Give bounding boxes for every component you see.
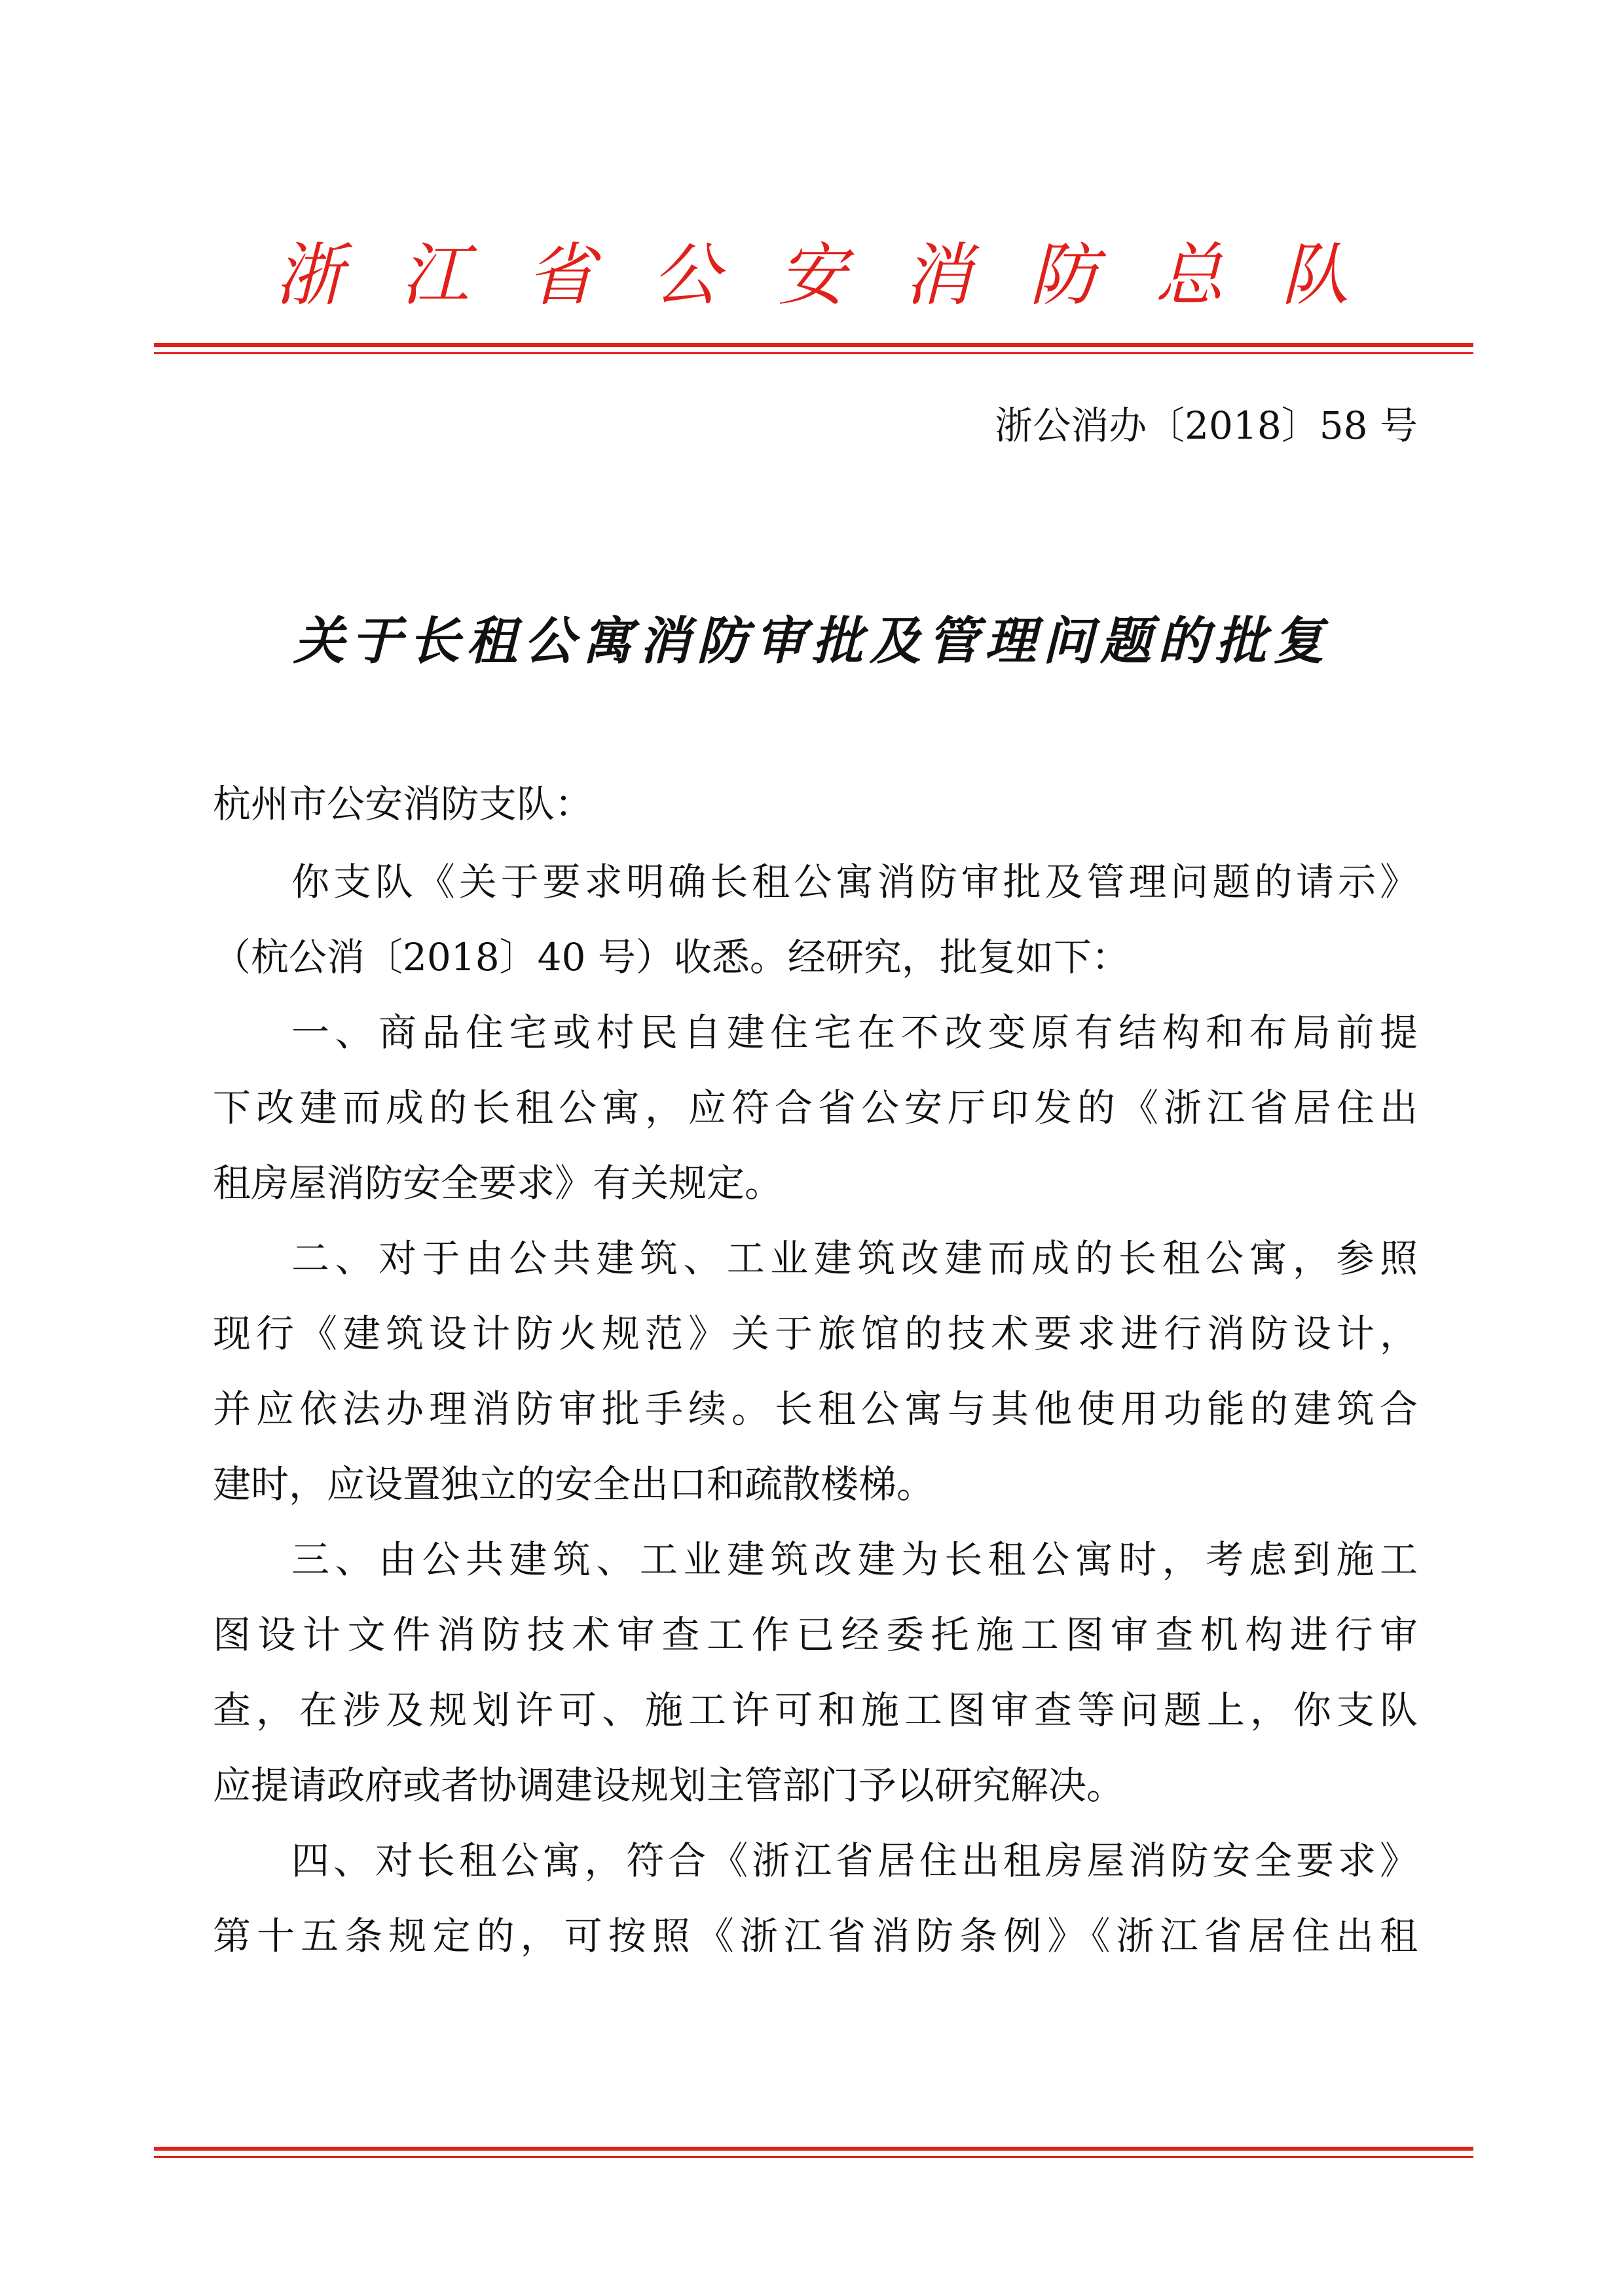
footer-red-rule-thin — [154, 2156, 1473, 2158]
body-line: 四、对长租公寓，符合《浙江省居住出租房屋消防安全要求》 — [291, 1838, 1418, 1883]
body-line: 图设计文件消防技术审查工作已经委托施工图审查机构进行审 — [213, 1613, 1418, 1657]
body-line: 并应依法办理消防审批手续。长租公寓与其他使用功能的建筑合 — [213, 1387, 1418, 1431]
body-line: 租房屋消防安全要求》有关规定。 — [213, 1161, 783, 1205]
body-line: 三、由公共建筑、工业建筑改建为长租公寓时，考虑到施工 — [291, 1537, 1418, 1582]
body-line: 二、对于由公共建筑、工业建筑改建而成的长租公寓，参照 — [291, 1236, 1418, 1281]
body-line: 应提请政府或者协调建设规划主管部门予以研究解决。 — [213, 1763, 1125, 1808]
body-line: 查，在涉及规划许可、施工许可和施工图审查等问题上，你支队 — [213, 1688, 1418, 1732]
footer-red-rule-thick — [154, 2147, 1473, 2151]
body-line: 建时，应设置独立的安全出口和疏散楼梯。 — [213, 1462, 935, 1506]
document-number: 浙公消办〔2018〕58 号 — [995, 403, 1418, 448]
body-line: 现行《建筑设计防火规范》关于旅馆的技术要求进行消防设计， — [213, 1311, 1418, 1356]
header-red-rule-thin — [154, 352, 1473, 354]
header-red-rule-thick — [154, 343, 1473, 347]
organization-header: 浙江省公安消防总队 — [274, 235, 1407, 315]
body-line: 一、商品住宅或村民自建住宅在不改变原有结构和布局前提 — [291, 1010, 1418, 1055]
body-line: （杭公消〔2018〕40 号）收悉。经研究，批复如下： — [213, 935, 1130, 979]
document-title: 关于长租公寓消防审批及管理问题的批复 — [293, 611, 1331, 671]
body-line: 第十五条规定的，可按照《浙江省消防条例》《浙江省居住出租 — [213, 1914, 1418, 1958]
body-line: 下改建而成的长租公寓，应符合省公安厅印发的《浙江省居住出 — [213, 1085, 1418, 1130]
body-line: 你支队《关于要求明确长租公寓消防审批及管理问题的请示》 — [291, 860, 1418, 904]
addressee: 杭州市公安消防支队： — [213, 782, 593, 826]
